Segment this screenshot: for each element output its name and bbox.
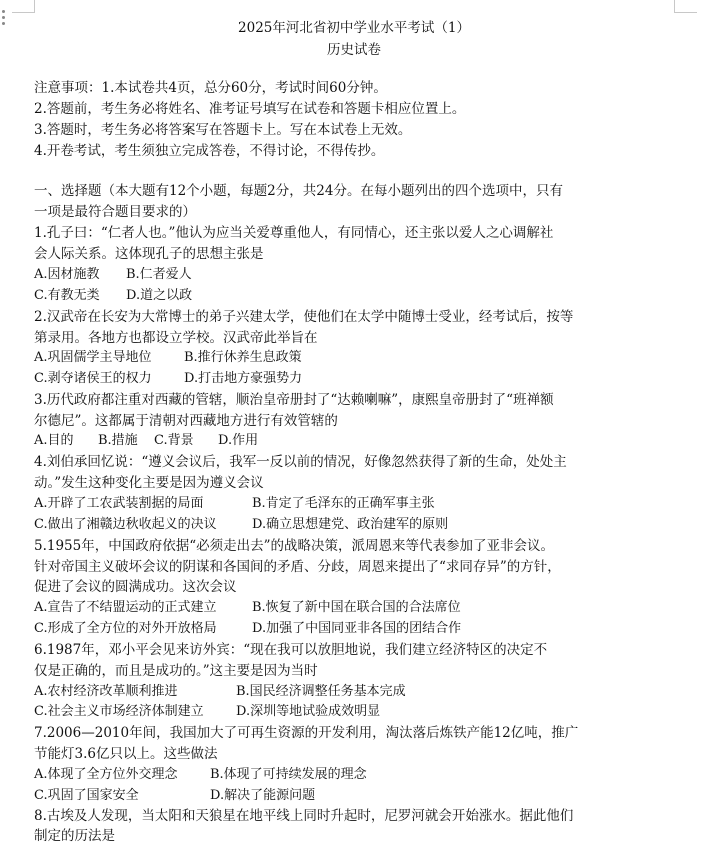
- note-line: 注意事项：1.本试卷共4页，总分60分，考试时间60分钟。: [34, 80, 387, 96]
- option-b: B.国民经济调整任务基本完成: [236, 684, 406, 699]
- page-corner-mark-left: [12, 0, 35, 13]
- option-c: C.有教无类: [34, 288, 100, 303]
- question-stem: 节能灯3.6亿只以上。这些做法: [34, 746, 218, 762]
- option-d: D.解决了能源问题: [210, 788, 316, 803]
- option-c: C.社会主义市场经济体制建立: [34, 704, 204, 719]
- option-d: D.道之以政: [126, 288, 193, 303]
- note-line: 4.开卷考试，考生须独立完成答卷，不得讨论，不得传抄。: [34, 143, 385, 159]
- option-b: B.推行休养生息政策: [184, 350, 302, 365]
- option-c: C.背景: [154, 433, 194, 448]
- option-a: A.体现了全方位外交理念: [34, 767, 178, 782]
- question-stem: 促进了会议的圆满成功。这次会议: [34, 579, 237, 595]
- option-b: B.恢复了新中国在联合国的合法席位: [252, 600, 461, 615]
- option-c: C.巩固了国家安全: [34, 788, 139, 803]
- section-heading-line: 一项是最符合题目要求的）: [34, 204, 196, 220]
- option-c: C.形成了全方位的对外开放格局: [34, 621, 217, 636]
- question-stem: 第录用。各地方也都设立学校。汉武帝此举旨在: [34, 330, 318, 346]
- option-a: A.因材施教: [34, 267, 100, 282]
- option-c: C.做出了湘赣边秋收起义的决议: [34, 517, 217, 532]
- option-a: A.目的: [34, 433, 74, 448]
- question-stem: 针对帝国主义破坏会议的阴谋和各国间的矛盾、分歧，周恩来提出了“求同存异”的方针，: [34, 559, 561, 575]
- question-stem: 动。”发生这种变化主要是因为遵义会议: [34, 475, 264, 491]
- option-b: B.肯定了毛泽东的正确军事主张: [252, 496, 435, 511]
- option-c: C.剥夺诸侯王的权力: [34, 371, 152, 386]
- option-a: A.巩固儒学主导地位: [34, 350, 152, 365]
- question-stem: 尔德尼”。这都属于清朝对西藏地方进行有效管辖的: [34, 413, 338, 429]
- question-stem: 4.刘伯承回忆说：“遵义会议后，我军一反以前的情况，好像忽然获得了新的生命，处处主: [34, 454, 567, 470]
- section-heading-line: 一、选择题（本大题有12个小题，每题2分，共24分。在每小题列出的四个选项中，只有: [34, 183, 563, 199]
- exam-title: 2025年河北省初中学业水平考试（1）: [238, 20, 470, 36]
- question-stem: 仅是正确的，而且是成功的。”这主要是因为当时: [34, 663, 318, 679]
- question-stem: 3.历代政府都注重对西藏的管辖，顺治皇帝册封了“达赖喇嘛”，康熙皇帝册封了“班禅额: [34, 392, 554, 408]
- question-stem: 8.古埃及人发现，当太阳和天狼星在地平线上同时升起时，尼罗河就会开始涨水。据此他们: [34, 808, 574, 824]
- question-stem: 5.1955年，中国政府依据“必须走出去”的战略决策，派周恩来等代表参加了亚非会议。: [34, 538, 555, 554]
- note-line: 2.答题前，考生务必将姓名、准考证号填写在试卷和答题卡相应位置上。: [34, 101, 466, 117]
- option-d: D.作用: [218, 433, 259, 448]
- question-stem: 1.孔子曰：“仁者人也。”他认为应当关爱尊重他人，有同情心，还主张以爱人之心调解社: [34, 225, 554, 241]
- note-line: 3.答题时，考生务必将答案写在答题卡上。写在本试卷上无效。: [34, 122, 412, 138]
- option-d: D.确立思想建党、政治建军的原则: [252, 517, 449, 532]
- option-a: A.农村经济改革顺利推进: [34, 684, 178, 699]
- question-stem: 2.汉武帝在长安为大常博士的弟子兴建太学，使他们在太学中随博士受业，经考试后，按等: [34, 309, 574, 325]
- question-stem: 6.1987年，邓小平会见来访外宾：“现在我可以放胆地说，我们建立经济特区的决定不: [34, 642, 548, 658]
- option-b: B.仁者爱人: [126, 267, 192, 282]
- option-d: D.加强了中国同亚非各国的团结合作: [252, 621, 462, 636]
- option-a: A.开辟了工农武装割据的局面: [34, 496, 204, 511]
- question-stem: 7.2006—2010年间，我国加大了可再生资源的开发利用，淘汰落后炼铁产能12亿吨，推广: [34, 725, 579, 741]
- page-corner-mark-right: [674, 0, 697, 13]
- question-stem: 会人际关系。这体现孔子的思想主张是: [34, 246, 264, 262]
- question-stem: 制定的历法是: [34, 828, 115, 844]
- drag-handle-icon[interactable]: [2, 10, 6, 28]
- option-a: A.宣告了不结盟运动的正式建立: [34, 600, 217, 615]
- exam-subtitle: 历史试卷: [327, 42, 381, 58]
- option-d: D.深圳等地试验成效明显: [236, 704, 381, 719]
- option-b: B.措施: [98, 433, 138, 448]
- option-d: D.打击地方豪强势力: [184, 371, 303, 386]
- option-b: B.体现了可持续发展的理念: [210, 767, 367, 782]
